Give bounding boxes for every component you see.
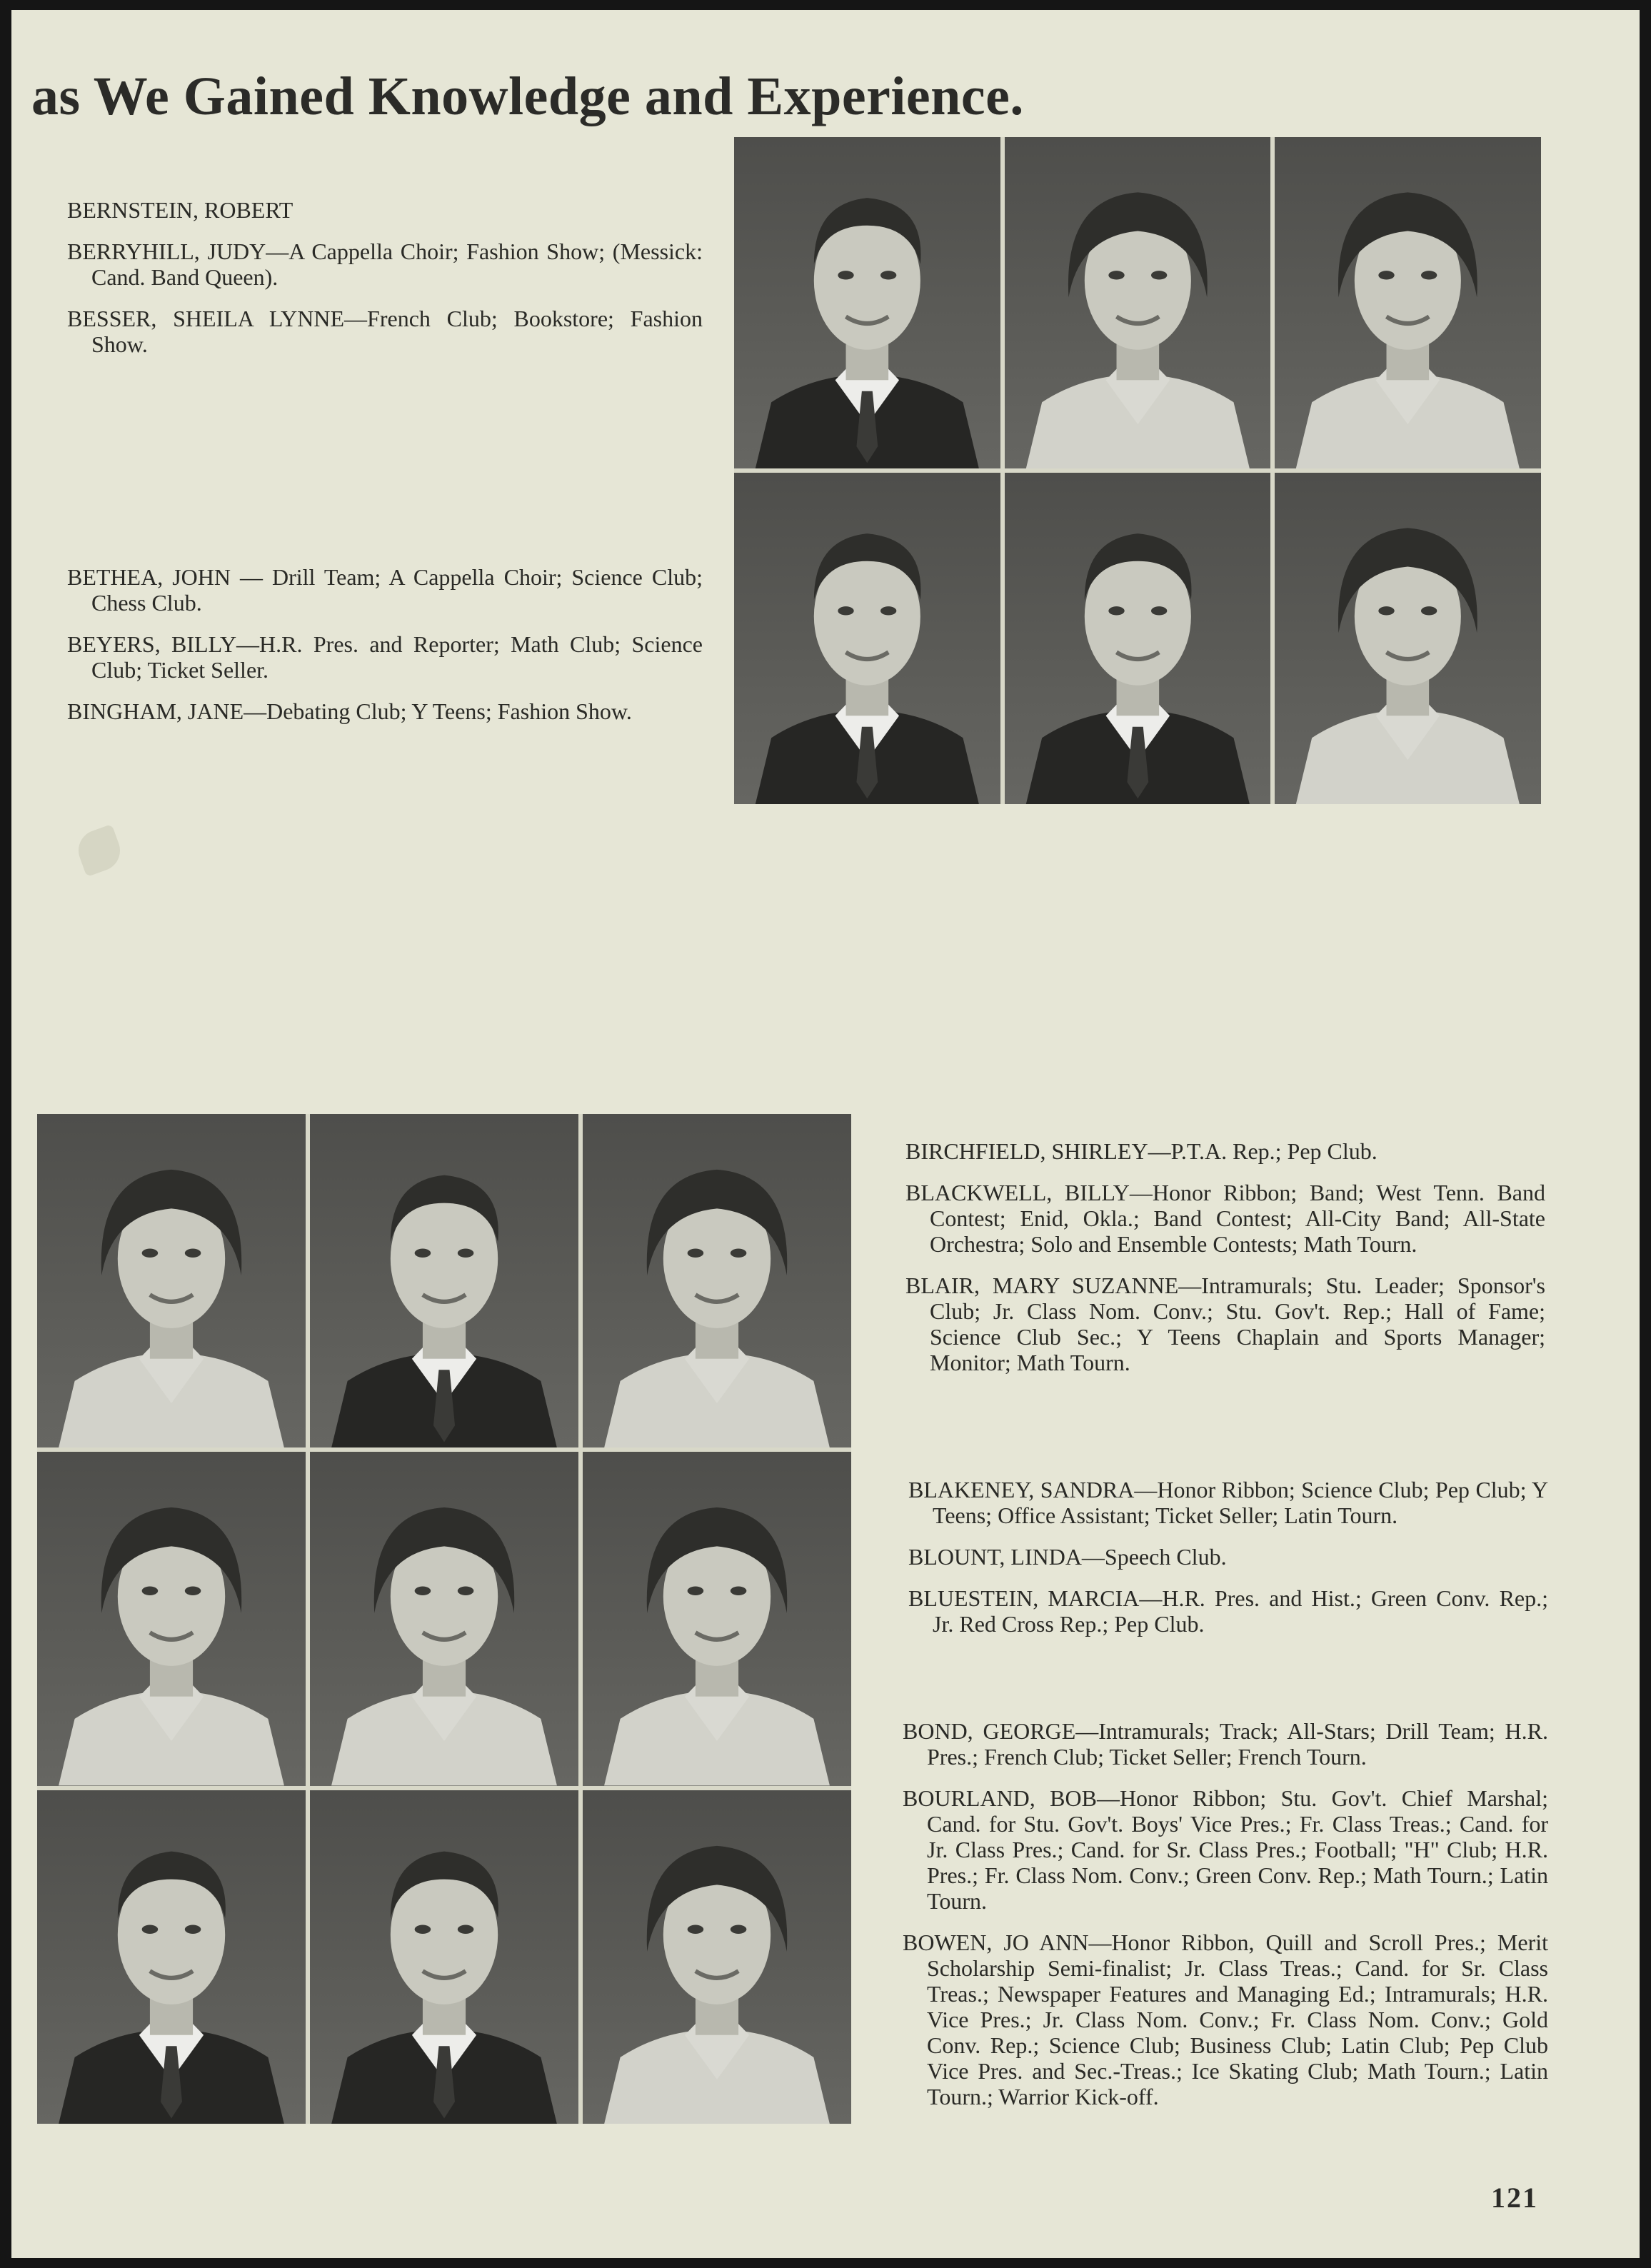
bio-list-top-a	[67, 197, 703, 357]
student-portrait	[583, 1114, 851, 1447]
bio-list-bottom-b	[908, 1477, 1548, 1637]
student-portrait	[734, 473, 1000, 804]
student-portrait	[583, 1790, 851, 2124]
student-portrait	[583, 1452, 851, 1785]
photo-grid-bottom	[37, 1114, 851, 2124]
bio-entry: BEYERS, BILLY—H.R. Pres. and Reporter; Math Club; Science Club; Ticket Seller.	[67, 631, 703, 683]
bio-entry: BOURLAND, BOB—Honor Ribbon; Stu. Gov't. Chief Marshal; Cand. for Stu. Gov't. Boys' Vice Pres.; Fr. Class Treas.; Cand. for Jr. Class Pres.; Cand. for Sr. Class Pres.; Football; "H" Club; H.R. Pres.; Fr. Class Nom. Conv.; Green Conv. Rep.; Math Tourn.; Latin Tourn.	[903, 1785, 1548, 1914]
bio-entry: BERNSTEIN, ROBERT	[67, 197, 293, 223]
bio-entry: BETHEA, JOHN — Drill Team; A Cappella Choir; Science Club; Chess Club.	[67, 564, 703, 616]
student-portrait	[1005, 473, 1271, 804]
page-heading: as We Gained Knowledge and Experience.	[31, 66, 1024, 126]
bio-entry: BINGHAM, JANE—Debating Club; Y Teens; Fashion Show.	[67, 698, 632, 724]
student-portrait	[1275, 137, 1541, 468]
bio-entry: BERRYHILL, JUDY—A Cappella Choir; Fashion Show; (Messick: Cand. Band Queen).	[67, 239, 703, 290]
bio-list-bottom-a	[905, 1138, 1545, 1375]
student-portrait	[37, 1114, 306, 1447]
student-portrait	[1275, 473, 1541, 804]
bio-entry: BLACKWELL, BILLY—Honor Ribbon; Band; West Tenn. Band Contest; Enid, Okla.; Band Contest; All-City Band; All-State Orchestra; Solo and Ensemble Contests; Math Tourn.	[905, 1180, 1545, 1257]
bio-entry: BOWEN, JO ANN—Honor Ribbon, Quill and Scroll Pres.; Merit Scholarship Semi-finalist; Jr. Class Treas.; Cand. for Sr. Class Treas.; Newspaper Features and Managing Ed.; Intramurals; H.R. Vice Pres.; Jr. Class Nom. Conv.; Fr. Class Nom. Conv.; Gold Conv. Rep.; Science Club; Business Club; Latin Club; Pep Club Vice Pres. and Sec.-Treas.; Ice Skating Club; Math Tourn.; Latin Tourn.; Warrior Kick-off.	[903, 1930, 1548, 2109]
student-portrait	[37, 1452, 306, 1785]
bio-entry: BLAKENEY, SANDRA—Honor Ribbon; Science Club; Pep Club; Y Teens; Office Assistant; Ticket Seller; Latin Tourn.	[908, 1477, 1548, 1528]
bio-entry: BLOUNT, LINDA—Speech Club.	[908, 1544, 1227, 1570]
student-portrait	[37, 1790, 306, 2124]
yearbook-page	[11, 10, 1640, 2258]
bio-entry: BLAIR, MARY SUZANNE—Intramurals; Stu. Leader; Sponsor's Club; Jr. Class Nom. Conv.; Stu. Gov't. Rep.; Hall of Fame; Science Club Sec.; Y Teens Chaplain and Sports Manager; Monitor; Math Tourn.	[905, 1273, 1545, 1375]
photo-grid-top	[734, 137, 1541, 804]
bio-list-top-b	[67, 564, 703, 724]
student-portrait	[310, 1114, 578, 1447]
bio-entry: BOND, GEORGE—Intramurals; Track; All-Stars; Drill Team; H.R. Pres.; French Club; Ticket Seller; French Tourn.	[903, 1718, 1548, 1770]
bio-list-bottom-c	[903, 1718, 1548, 2109]
bio-entry: BLUESTEIN, MARCIA—H.R. Pres. and Hist.; Green Conv. Rep.; Jr. Red Cross Rep.; Pep Club.	[908, 1585, 1548, 1637]
student-portrait	[734, 137, 1000, 468]
student-portrait	[310, 1452, 578, 1785]
student-portrait	[310, 1790, 578, 2124]
leaf-icon	[73, 824, 126, 877]
bio-entry: BIRCHFIELD, SHIRLEY—P.T.A. Rep.; Pep Club.	[905, 1138, 1377, 1164]
student-portrait	[1005, 137, 1271, 468]
bio-entry: BESSER, SHEILA LYNNE—French Club; Bookstore; Fashion Show.	[67, 306, 703, 357]
page-number: 121	[1491, 2182, 1538, 2214]
